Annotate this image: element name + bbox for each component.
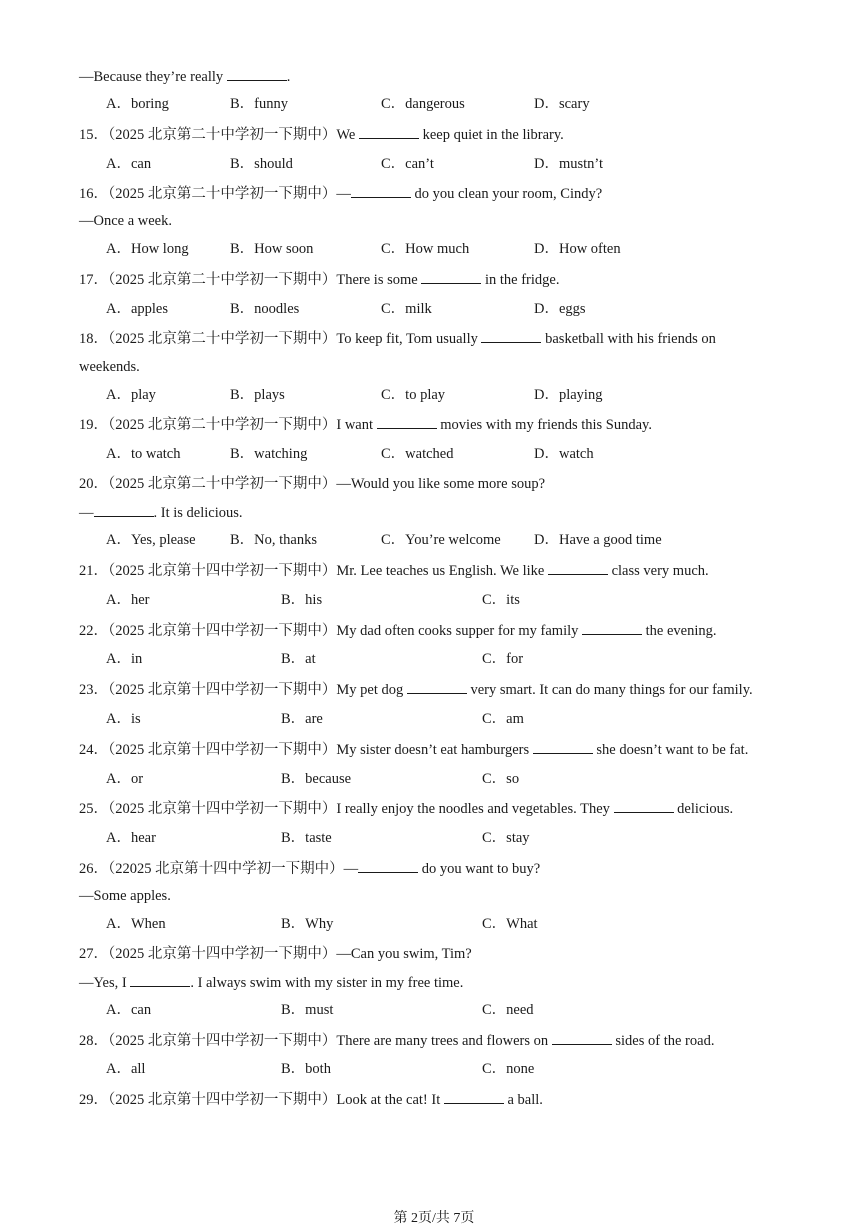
answer-option: A．apples <box>106 301 169 317</box>
answer-option: A．boring <box>106 96 169 112</box>
answer-option: B．funny <box>230 96 288 112</box>
question-text: weekends. <box>79 359 140 375</box>
question-text: 23．（2025 北京第十四中学初一下期中）My pet dog <box>79 682 407 698</box>
question-line <box>79 212 172 230</box>
answer-option: B．watching <box>230 446 308 462</box>
question-text: 29．（2025 北京第十四中学初一下期中）Look at the cat! It <box>79 1092 444 1108</box>
question-text: sides of the road. <box>611 1033 715 1049</box>
answer-blank <box>552 1031 612 1045</box>
answer-option: C．How much <box>381 241 470 257</box>
answer-option: B．at <box>281 651 316 667</box>
answer-option: A．to watch <box>106 446 181 462</box>
answer-option: A．When <box>106 916 166 932</box>
question-text: class very much. <box>607 563 709 579</box>
question-text: — <box>79 505 94 521</box>
question-line <box>79 859 540 878</box>
question-text: 17．（2025 北京第二十中学初一下期中）There is some <box>79 272 422 288</box>
answer-option: A．How long <box>106 241 189 257</box>
answer-option: A．her <box>106 592 150 608</box>
answer-option: A．can <box>106 156 152 172</box>
answer-option: D．eggs <box>534 301 586 317</box>
answer-option: C．watched <box>381 446 454 462</box>
answer-option: C．need <box>482 1002 534 1018</box>
question-text: 27．（2025 北京第十四中学初一下期中）—Can you swim, Tim? <box>79 946 472 962</box>
question-line <box>79 680 753 699</box>
question-text: very smart. It can do many things for our family. <box>466 682 753 698</box>
question-text: do you want to buy? <box>418 861 541 877</box>
question-line <box>79 67 290 86</box>
answer-option: D．watch <box>534 446 594 462</box>
answer-option: B．are <box>281 711 323 727</box>
question-text: keep quiet in the library. <box>418 127 564 143</box>
question-text: 16．（2025 北京第二十中学初一下期中）— <box>79 186 351 202</box>
question-text: she doesn’t want to be fat. <box>592 742 749 758</box>
answer-blank <box>548 561 608 575</box>
question-text: movies with my friends this Sunday. <box>436 417 652 433</box>
answer-option: C．You’re welcome <box>381 532 501 548</box>
question-text: 19．（2025 北京第二十中学初一下期中）I want <box>79 417 377 433</box>
answer-option: C．milk <box>381 301 432 317</box>
answer-option: D．mustn’t <box>534 156 604 172</box>
answer-option: B．both <box>281 1061 331 1077</box>
answer-option: A．play <box>106 387 156 403</box>
answer-blank <box>351 184 411 198</box>
question-line <box>79 1090 543 1109</box>
question-text: 20．（2025 北京第二十中学初一下期中）—Would you like some more soup? <box>79 476 546 492</box>
answer-option: A．or <box>106 771 144 787</box>
answer-blank <box>614 799 674 813</box>
answer-option: B．should <box>230 156 293 172</box>
question-line <box>79 329 716 348</box>
question-text: 21．（2025 北京第十四中学初一下期中）Mr. Lee teaches us English. We like <box>79 563 548 579</box>
question-line <box>79 799 733 818</box>
answer-option: D．playing <box>534 387 603 403</box>
answer-option: B．must <box>281 1002 334 1018</box>
question-text: delicious. <box>673 801 734 817</box>
answer-option: C．What <box>482 916 538 932</box>
answer-option: C．for <box>482 651 524 667</box>
question-text: 22．（2025 北京第十四中学初一下期中）My dad often cooks supper for my family <box>79 623 583 639</box>
question-line <box>79 887 171 905</box>
answer-option: A．in <box>106 651 143 667</box>
question-text: —Once a week. <box>79 213 172 229</box>
answer-blank <box>444 1090 504 1104</box>
answer-option: A．all <box>106 1061 146 1077</box>
answer-blank <box>377 415 437 429</box>
question-text: 28．（2025 北京第十四中学初一下期中）There are many trees and flowers on <box>79 1033 552 1049</box>
question-line <box>79 503 243 522</box>
question-line <box>79 561 709 580</box>
question-line <box>79 270 559 289</box>
answer-option: B．Why <box>281 916 334 932</box>
answer-blank <box>421 270 481 284</box>
answer-blank <box>94 503 154 517</box>
answer-option: D．Have a good time <box>534 532 662 548</box>
question-text: basketball with his friends on <box>541 331 716 347</box>
question-line <box>79 475 545 493</box>
answer-option: B．noodles <box>230 301 300 317</box>
question-text: —Because they’re really <box>79 69 227 85</box>
question-line <box>79 358 140 376</box>
question-text: . I always swim with my sister in my free time. <box>190 975 464 991</box>
answer-option: D．scary <box>534 96 590 112</box>
answer-option: B．taste <box>281 830 332 846</box>
question-line <box>79 621 717 640</box>
answer-option: A．hear <box>106 830 156 846</box>
answer-blank <box>130 973 190 987</box>
page-footer: 第 2页/共 7页 <box>393 1211 475 1226</box>
question-line <box>79 740 748 759</box>
answer-option: D．How often <box>534 241 621 257</box>
question-text: do you clean your room, Cindy? <box>410 186 603 202</box>
answer-option: B．No, thanks <box>230 532 317 548</box>
answer-option: C．none <box>482 1061 535 1077</box>
question-line <box>79 945 472 963</box>
answer-blank <box>481 329 541 343</box>
answer-blank <box>358 859 418 873</box>
question-text: 18．（2025 北京第二十中学初一下期中）To keep fit, Tom usually <box>79 331 482 347</box>
answer-blank <box>533 740 593 754</box>
answer-option: B．his <box>281 592 323 608</box>
answer-option: C．so <box>482 771 520 787</box>
question-text: . <box>286 69 291 85</box>
answer-blank <box>227 67 287 81</box>
question-text: in the fridge. <box>481 272 560 288</box>
answer-option: A．is <box>106 711 141 727</box>
answer-option: B．plays <box>230 387 285 403</box>
question-line <box>79 973 463 992</box>
answer-option: B．because <box>281 771 352 787</box>
answer-option: C．can’t <box>381 156 434 172</box>
answer-option: A．Yes, please <box>106 532 196 548</box>
answer-option: C．dangerous <box>381 96 465 112</box>
question-text: 26．（22025 北京第十四中学初一下期中）— <box>79 861 359 877</box>
answer-option: A．can <box>106 1002 152 1018</box>
question-text: the evening. <box>642 623 717 639</box>
answer-blank <box>582 621 642 635</box>
answer-option: B．How soon <box>230 241 314 257</box>
answer-option: C．to play <box>381 387 446 403</box>
question-text: —Some apples. <box>79 888 171 904</box>
question-text: 15．（2025 北京第二十中学初一下期中）We <box>79 127 359 143</box>
question-line <box>79 184 602 203</box>
question-line <box>79 1031 714 1050</box>
question-text: 25．（2025 北京第十四中学初一下期中）I really enjoy the noodles and vegetables. They <box>79 801 614 817</box>
answer-blank <box>407 680 467 694</box>
question-text: . It is delicious. <box>153 505 243 521</box>
question-line <box>79 415 652 434</box>
question-text: a ball. <box>503 1092 543 1108</box>
answer-blank <box>359 125 419 139</box>
answer-option: C．am <box>482 711 524 727</box>
question-text: 24．（2025 北京第十四中学初一下期中）My sister doesn’t eat hamburgers <box>79 742 533 758</box>
answer-option: C．stay <box>482 830 530 846</box>
answer-option: C．its <box>482 592 520 608</box>
question-line <box>79 125 564 144</box>
question-text: —Yes, I <box>79 975 131 991</box>
